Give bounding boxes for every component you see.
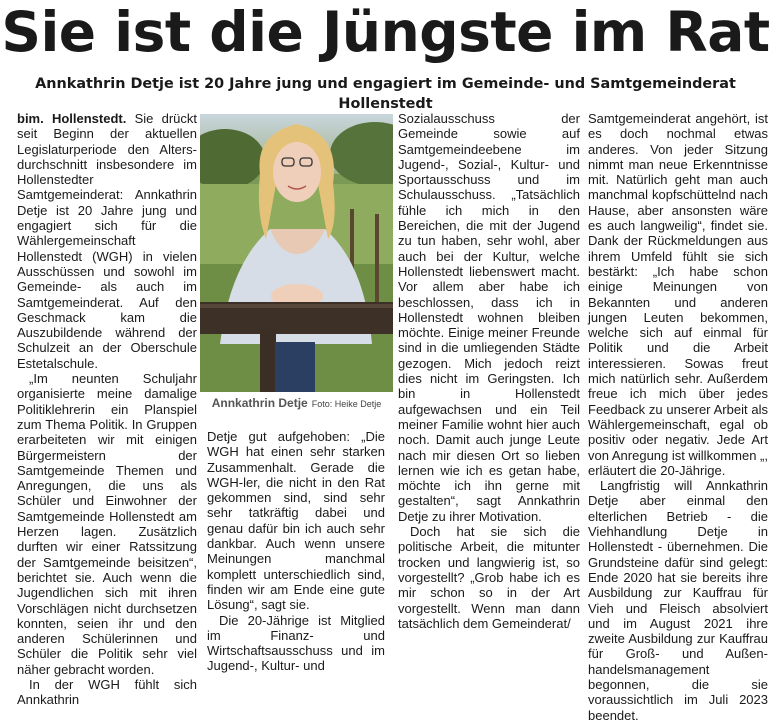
headline: Sie ist die Jüngste im Rat (1, 0, 770, 64)
subheadline: Annkathrin Detje ist 20 Jahre jung und engagiert im Gemeinde- und Samtgemeinderat Hollenstedt (35, 76, 736, 112)
paragraph: Die 20-Jährige ist Mitglied im Finanz- und Wirtschaftsausschuss und im Jugend-, Kultur- und (207, 612, 385, 674)
photo-caption (200, 395, 393, 412)
paragraph: Sozialausschuss der Gemeinde sowie auf Samtgemeindeebene im Jugend-, Sozial-, Kultur- und Sportausschuss und im Schulausschuss. „Tatsächlich fühle ich mich in den Bereichen, die mit der Jugend zu tun haben, sehr wohl, aber auch bei der Kultur, welche Hollenstedt liebenswert macht. Vor allem aber habe ich beschlossen, dass ich in Hollenstedt wohnen bleiben möchte. Einige meiner Freunde sind in die umliegenden Städte gezogen. Mich jedoch reizt dies nicht im Geringsten. Ich bin in Hollenstedt aufgewachsen und ein Teil meiner Familie wohnt hier auch noch. Damit auch junge Leute nach mir diesen Ort so lieben lernen wie ich es getan habe, möchte ich ihn gerne mit gestalten“, sagt Annkathrin Detje zu ihrer Motivation. (398, 111, 580, 524)
caption-name: Annkathrin Detje (211, 396, 308, 410)
paragraph: Langfristig will Annkathrin Detje aber einmal den elterlichen Betrieb - die Viehhandlung Detje in Hollenstedt - übernehmen. Die Grundsteine dafür sind gelegt: Ende 2020 hat sie bereits ihre Ausbildung zur Kauffrau für Vieh und Fleisch absolviert und im August 2021 ihre zweite Ausbildung zur Kauffrau für Groß- und Außenhandelsmanagement begonnen, die sie voraussichtlich im Juli 2023 beendet. (588, 478, 768, 723)
paragraph: Doch hat sie sich die politische Arbeit, die mitunter trocken und langwierig ist, so vorgestellt? „Grob habe ich es mir schon so in der Art vorgestellt. Wenn man dann tatsächlich dem Gemeinderat/ (398, 524, 580, 631)
article-column-1 (17, 111, 197, 708)
article-column-2 (207, 429, 385, 674)
portrait-photo (200, 114, 393, 392)
article-column-4 (588, 111, 768, 723)
portrait-illustration (200, 114, 393, 392)
photo-credit: Foto: Heike Detje (311, 399, 382, 409)
paragraph: Samtgemeinderat angehört, ist es doch nochmal etwas anderes. Von jeder Sitzung nimmt man neue Erkenntnisse mit. Natürlich geht man auch manchmal kopfschüttelnd nach Hause, aber ansonsten wäre es auch langweilig“, findet sie. Dank der Rückmeldungen aus ihrem Umfeld fühlt sie sich bestärkt: „Ich habe schon einige Meinungen von Bekannten und anderen jungen Leuten bekommen, welche sich auf einmal für Politik und die Arbeit interessieren. Sowas freut mich natürlich sehr. Außerdem freue ich mich über jedes Feedback zu unserer Arbeit als Wählergemeinschaft, egal ob positiv oder negativ. Jede Art von Anregung ist willkommen „, erläutert die 20-Jährige. (588, 111, 768, 478)
paragraph-text: Sie drückt seit Beginn der aktuellen Legislaturperiode den Altersdurchschnitt insbesondere im Hollenstedter Samtgemeinderat: Annkathrin Detje ist 20 Jahre jung und engagiert sich für die Wählergemeinschaft Hollenstedt (WGH) in vielen Ausschüssen und sowohl im Gemeinde- als auch im Samtgemeinderat. Auf den Geschmack kam die Auszubildende während der Schulzeit an der Oberschule Estetalschule. (17, 111, 198, 371)
paragraph (17, 111, 197, 371)
article-column-3 (398, 111, 580, 631)
paragraph: „Im neunten Schuljahr organisierte meine damalige Politiklehrerin ein Planspiel zum Thema Politik. In Gruppen erarbeiteten wir mit einigen Bürgermeistern der Samtgemeinde Themen und Anregungen, die uns als Schüler und Einwohner der Samtgemeinde Hollenstedt am Herzen lagen. Zusätzlich durften wir einer Ratssitzung der Samtgemeinde beisitzen“, berichtet sie. Auch wenn die Jugendlichen sich mit ihren Vorschlägen nicht durchsetzen konnten, seien ihr und den anderen Schülerinnen und Schüler die Politik sehr viel näher gebracht worden. (17, 371, 197, 677)
paragraph: In der WGH fühlt sich Annkathrin (17, 676, 197, 708)
paragraph: Detje gut aufgehoben: „Die WGH hat einen sehr starken Zusammenhalt. Gerade die WGH-ler, die nicht in den Rat gekommen sind, sind sehr sehr tatkräftig dabei und genau dafür bin ich auch sehr dankbar. Auch wenn unsere Meinungen manchmal komplett unterschiedlich sind, finden wir am Ende eine gute Lösung“, sagt sie. (207, 429, 385, 613)
dateline: bim. Hollenstedt. (17, 111, 127, 126)
